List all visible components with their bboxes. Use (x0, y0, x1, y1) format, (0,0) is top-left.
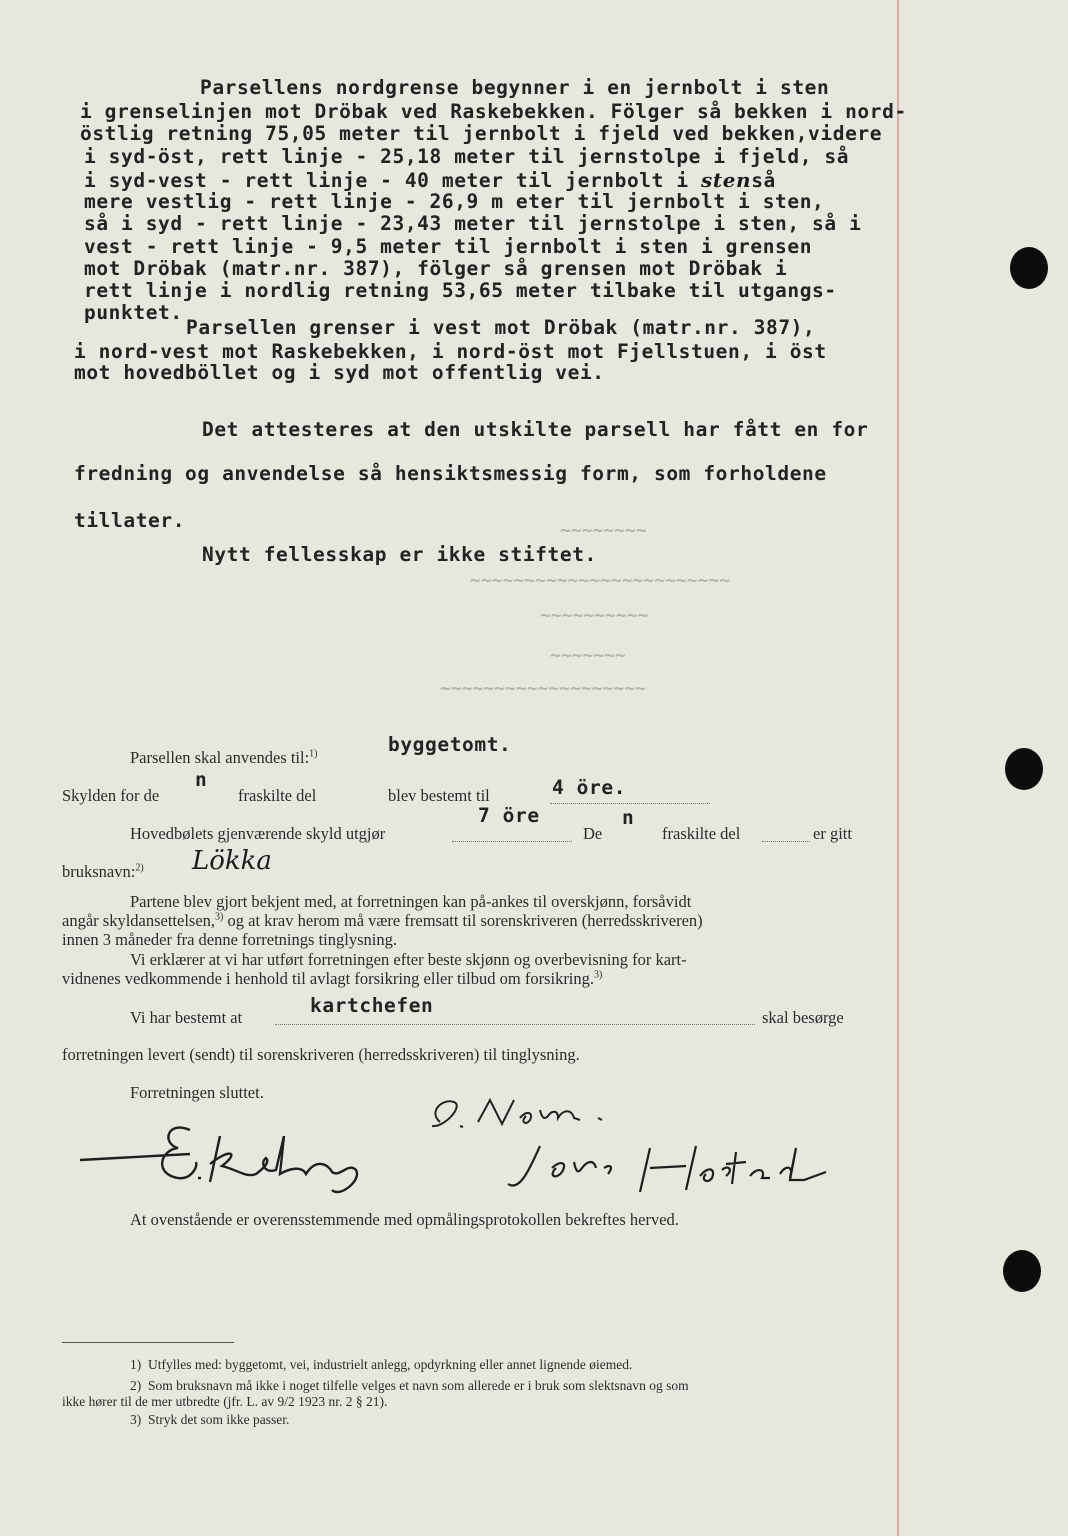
footnote-1: 1) Utfylles med: byggetomt, vei, industrielt anlegg, opdyrkning eller annet lignende øiemed. (130, 1357, 633, 1372)
signature-kolberg (70, 1118, 370, 1198)
description-line-text: i syd-vest - rett linje - 40 meter til jernbolt i (84, 169, 689, 192)
description-line: punktet. (84, 301, 183, 324)
skyld-fill-line (550, 803, 710, 804)
description-line: rett linje i nordlig retning 53,65 meter tilbake til utgangs- (84, 279, 837, 302)
bruksnavn-value: Lökka (192, 846, 272, 876)
levert-line: forretningen levert (sendt) til sorenskriveren (herredsskriveren) til tinglysning. (62, 1045, 580, 1064)
description-line: i syd-öst, rett linje - 25,18 meter til jernstolpe i fjeld, så (84, 145, 850, 168)
bleed-through: ~~~~~~~~~~ (540, 605, 649, 626)
paragraph-line: vidnenes vedkommende i henhold til avlagt forsikring eller tilbud om forsikring.$^{3)}$ (62, 969, 603, 988)
paragraph-line: Vi erklærer at vi har utført forretningen efter beste skjønn og overbevisning for kart- (130, 950, 687, 969)
punch-hole (1010, 247, 1048, 289)
skyld-bestemt: blev bestemt til (388, 786, 490, 805)
fraskilte-label: fraskilte del (662, 824, 741, 843)
handwritten-insertion: sten (701, 168, 752, 192)
attestation-line: fredning og anvendelse så hensiktsmessig form, som forholdene (74, 462, 827, 485)
use-label: Parsellen skal anvendes til:$^{1)}$ (130, 748, 318, 767)
punch-hole (1005, 748, 1043, 790)
margin-line (897, 0, 899, 1536)
description-line: östlig retning 75,05 meter til jernbolt i fjeld ved bekken,videre (80, 122, 883, 145)
hovedbol-fill-line (452, 841, 572, 842)
description-line-continuation: så (751, 169, 776, 192)
footnote-3: 3) Stryk det som ikke passer. (130, 1412, 290, 1427)
hovedbol-value: 7 öre (478, 804, 540, 827)
footnote-rule (62, 1342, 234, 1343)
description-line: Parsellen grenser i vest mot Dröbak (matr.nr. 387), (186, 316, 816, 339)
skyld-value: 4 öre. (552, 776, 627, 799)
footnote-2-cont: ikke hører til de mer utbredte (jfr. L. av 9/2 1923 nr. 2 § 21). (62, 1394, 388, 1409)
confirmation-line: At ovenstående er overensstemmende med opmålingsprotokollen bekreftes herved. (130, 1210, 679, 1229)
bestemt-value: kartchefen (310, 994, 434, 1017)
de-label: De (583, 824, 603, 843)
description-line: så i syd - rett linje - 23,43 meter til jernstolpe i sten, så i (84, 212, 862, 235)
de-n: n (622, 806, 635, 829)
use-value: byggetomt. (388, 733, 512, 756)
skyld-fraskilte: fraskilte del (238, 786, 317, 805)
sluttet-line: Forretningen sluttet. (130, 1083, 264, 1102)
description-line: Parsellens nordgrense begynner i en jernbolt i sten (200, 76, 830, 99)
signature-hostad (500, 1128, 830, 1200)
fraskilte-fill-line (762, 841, 810, 842)
bleed-through: ~~~~~~~ (550, 645, 626, 666)
description-line: i grenselinjen mot Dröbak ved Raskebekken. Fölger så bekken i nord- (80, 100, 907, 123)
gitt-label: er gitt (813, 824, 852, 843)
bruksnavn-label: bruksnavn:$^{2)}$ (62, 862, 144, 881)
description-line: mot hovedböllet og i syd mot offentlig vei. (74, 361, 605, 384)
skyld-n: n (195, 768, 208, 791)
bestemt-fill-line (275, 1024, 755, 1025)
bleed-through: ~~~~~~~~~~~~~~~~~~~ (440, 678, 646, 699)
paragraph-line: Partene blev gjort bekjent med, at forretningen kan på-ankes til overskjønn, forsåvidt (130, 892, 692, 911)
bleed-through: ~~~~~~~~ (560, 520, 647, 541)
description-line: vest - rett linje - 9,5 meter til jernbolt i sten i grensen (84, 235, 813, 258)
bestemt-label: Vi har bestemt at (130, 1008, 243, 1027)
description-line (84, 168, 776, 192)
skyld-label: Skylden for de (62, 786, 160, 805)
description-line: i nord-vest mot Raskebekken, i nord-öst mot Fjellstuen, i öst (74, 340, 827, 363)
bleed-through: ~~~~~~~~~~~~~~~~~~~~~~~~ (470, 570, 731, 591)
description-line: mere vestlig - rett linje - 26,9 m eter til jernbolt i sten, (84, 190, 825, 213)
besorge-label: skal besørge (762, 1008, 844, 1027)
description-line: mot Dröbak (matr.nr. 387), fölger så grensen mot Dröbak i (84, 257, 788, 280)
footnote-2: 2) Som bruksnavn må ikke i noget tilfelle velges et navn som allerede er i bruk som slektsnavn og som (130, 1378, 689, 1393)
paragraph-line: angår skyldansettelsen,$^{3)}$ og at krav herom må være fremsatt til sorenskriveren (herredsskriveren) (62, 911, 703, 930)
punch-hole (1003, 1250, 1041, 1292)
paragraph-line: innen 3 måneder fra denne forretnings tinglysning. (62, 930, 397, 949)
attestation-line: Det attesteres at den utskilte parsell har fått en for (202, 418, 869, 441)
attestation-line: tillater. (74, 509, 186, 532)
fellesskap-line: Nytt fellesskap er ikke stiftet. (202, 543, 597, 566)
hovedbol-label: Hovedbølets gjenværende skyld utgjør (130, 824, 386, 843)
